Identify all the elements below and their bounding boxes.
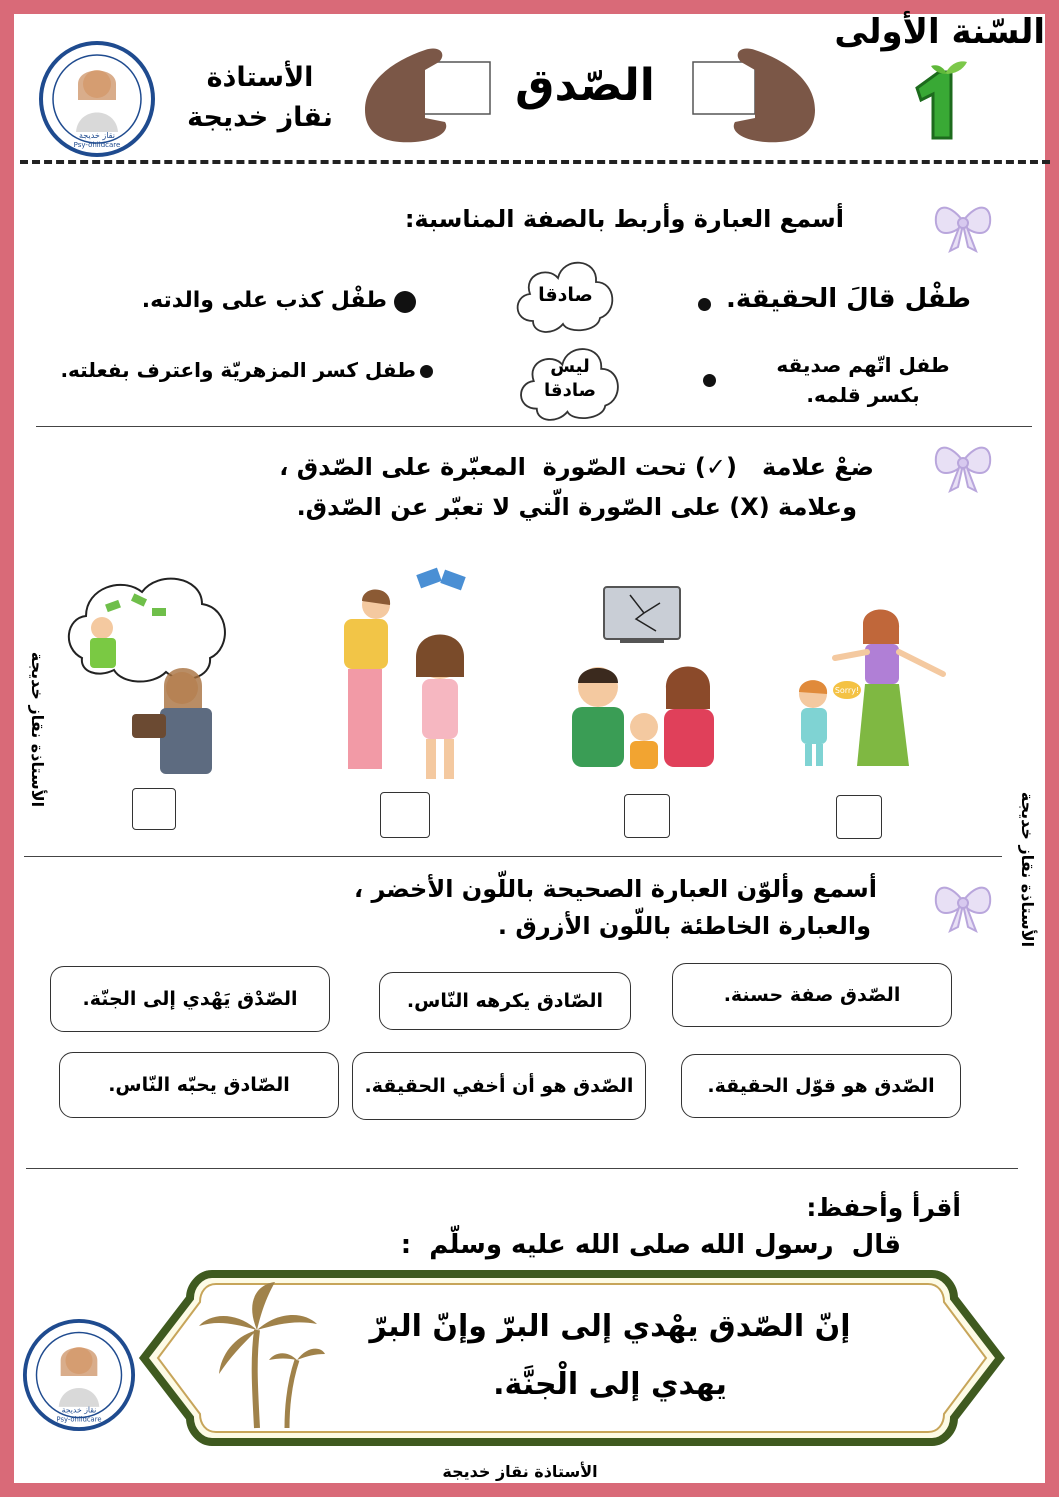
section2-divider	[24, 856, 1002, 857]
section1-divider	[36, 426, 1032, 427]
match-left-1: طفْل كذب على والدته.	[141, 288, 387, 313]
sentence-good-trait[interactable]: الصّدق صفة حسنة.	[672, 963, 952, 1027]
match-dot-right-1[interactable]	[698, 298, 711, 311]
logo-bottom-text-brand: Psy-ohildcare	[56, 1415, 102, 1424]
section2-line1: ضعْ علامة (✓) تحت الصّورة المعبّرة على الصّدق ،	[279, 453, 874, 481]
section3-divider	[26, 1168, 1018, 1169]
cloud-not-truthful-label	[505, 355, 635, 403]
watermark-left: الأستاذة نقاز خديجة	[28, 651, 48, 808]
sentence-hated[interactable]: الصّادق يكرهه النّاس.	[379, 972, 631, 1030]
picture-whisper-girl	[330, 565, 480, 785]
picture-sorry-girl	[775, 602, 955, 772]
checkbox-picture-1[interactable]	[132, 788, 176, 830]
match-right-2-line2: بكسر قلمه.	[806, 383, 920, 407]
sorry-bubble-text: Sorry!	[834, 686, 860, 695]
sentence-hiding-truth[interactable]: الصّدق هو أن أخفي الحقيقة.	[352, 1052, 646, 1120]
picture-wallet-woman	[62, 568, 232, 778]
footer-credit: الأستاذة نقاز خديجة	[442, 1462, 598, 1481]
bow-icon	[930, 195, 996, 255]
hadith-text	[330, 1298, 890, 1414]
grade-label: السّنة الأولى	[834, 12, 1045, 52]
logo-bottom-text-name: نقاز خديجة	[61, 1405, 97, 1415]
section2-line2: وعلامة (X) على الصّورة الّتي لا تعبّر عن الصّدق.	[296, 493, 857, 521]
match-right-1: طفْل قالَ الحقيقة.	[726, 284, 971, 314]
teacher-line-1: الأستاذة	[206, 62, 314, 93]
section3-line2: والعبارة الخاطئة باللّون الأزرق .	[497, 912, 871, 940]
teacher-line-2: نقاز خديجة	[187, 102, 333, 133]
match-right-2-line1: طفل اتّهم صديقه	[776, 353, 950, 377]
watermark-right: الأستاذة نقاز خديجة	[1018, 791, 1038, 948]
page-title: الصّدق	[515, 60, 655, 111]
hadith-line-1: إنّ الصّدق يهْدي إلى البرّ وإنّ البرّ	[369, 1309, 851, 1344]
bow-icon	[930, 875, 996, 935]
cloud-not-line1: ليس	[550, 356, 590, 377]
teacher-name	[180, 58, 340, 138]
bow-icon	[930, 435, 996, 495]
cloud-not-line2: صادقا	[544, 380, 596, 401]
picture-broken-tv-family	[560, 585, 730, 770]
teacher-logo	[38, 40, 156, 158]
logo-text-name: نقاز خديجة	[79, 131, 115, 140]
header-divider	[20, 160, 1050, 164]
match-left-2: طفل كسر المزهريّة واعترف بفعلته.	[60, 358, 416, 382]
section4-heading: أقرأ وأحفظ:	[806, 1193, 961, 1222]
teacher-logo-bottom	[22, 1318, 136, 1432]
number-one-icon	[895, 58, 975, 148]
section3-line1: أسمع وألوّن العبارة الصحيحة باللّون الأخضر ،	[354, 875, 877, 903]
match-dot-left-1[interactable]	[394, 291, 416, 313]
sentence-leads-to-paradise[interactable]: الصّدْق يَهْدي إلى الجنّة.	[50, 966, 330, 1032]
hadith-line-2: يهدي إلى الْجنَّة.	[493, 1367, 727, 1402]
section4-intro: قال رسول الله صلى الله عليه وسلّم :	[400, 1230, 901, 1260]
match-dot-right-2[interactable]	[703, 374, 716, 387]
checkbox-picture-4[interactable]	[836, 795, 882, 839]
sentence-loved[interactable]: الصّادق يحبّه النّاس.	[59, 1052, 339, 1118]
palm-tree-icon	[195, 1280, 325, 1430]
sentence-telling-truth[interactable]: الصّدق هو قوّل الحقيقة.	[681, 1054, 961, 1118]
cloud-truthful-label: صادقا	[538, 284, 593, 306]
section1-instruction: أسمع العبارة وأربط بالصفة المناسبة:	[404, 205, 844, 233]
logo-text-brand: Psy-ohildcare	[73, 141, 121, 149]
match-dot-left-2[interactable]	[420, 365, 433, 378]
match-right-2	[763, 350, 963, 410]
checkbox-picture-2[interactable]	[380, 792, 430, 838]
checkbox-picture-3[interactable]	[624, 794, 670, 838]
